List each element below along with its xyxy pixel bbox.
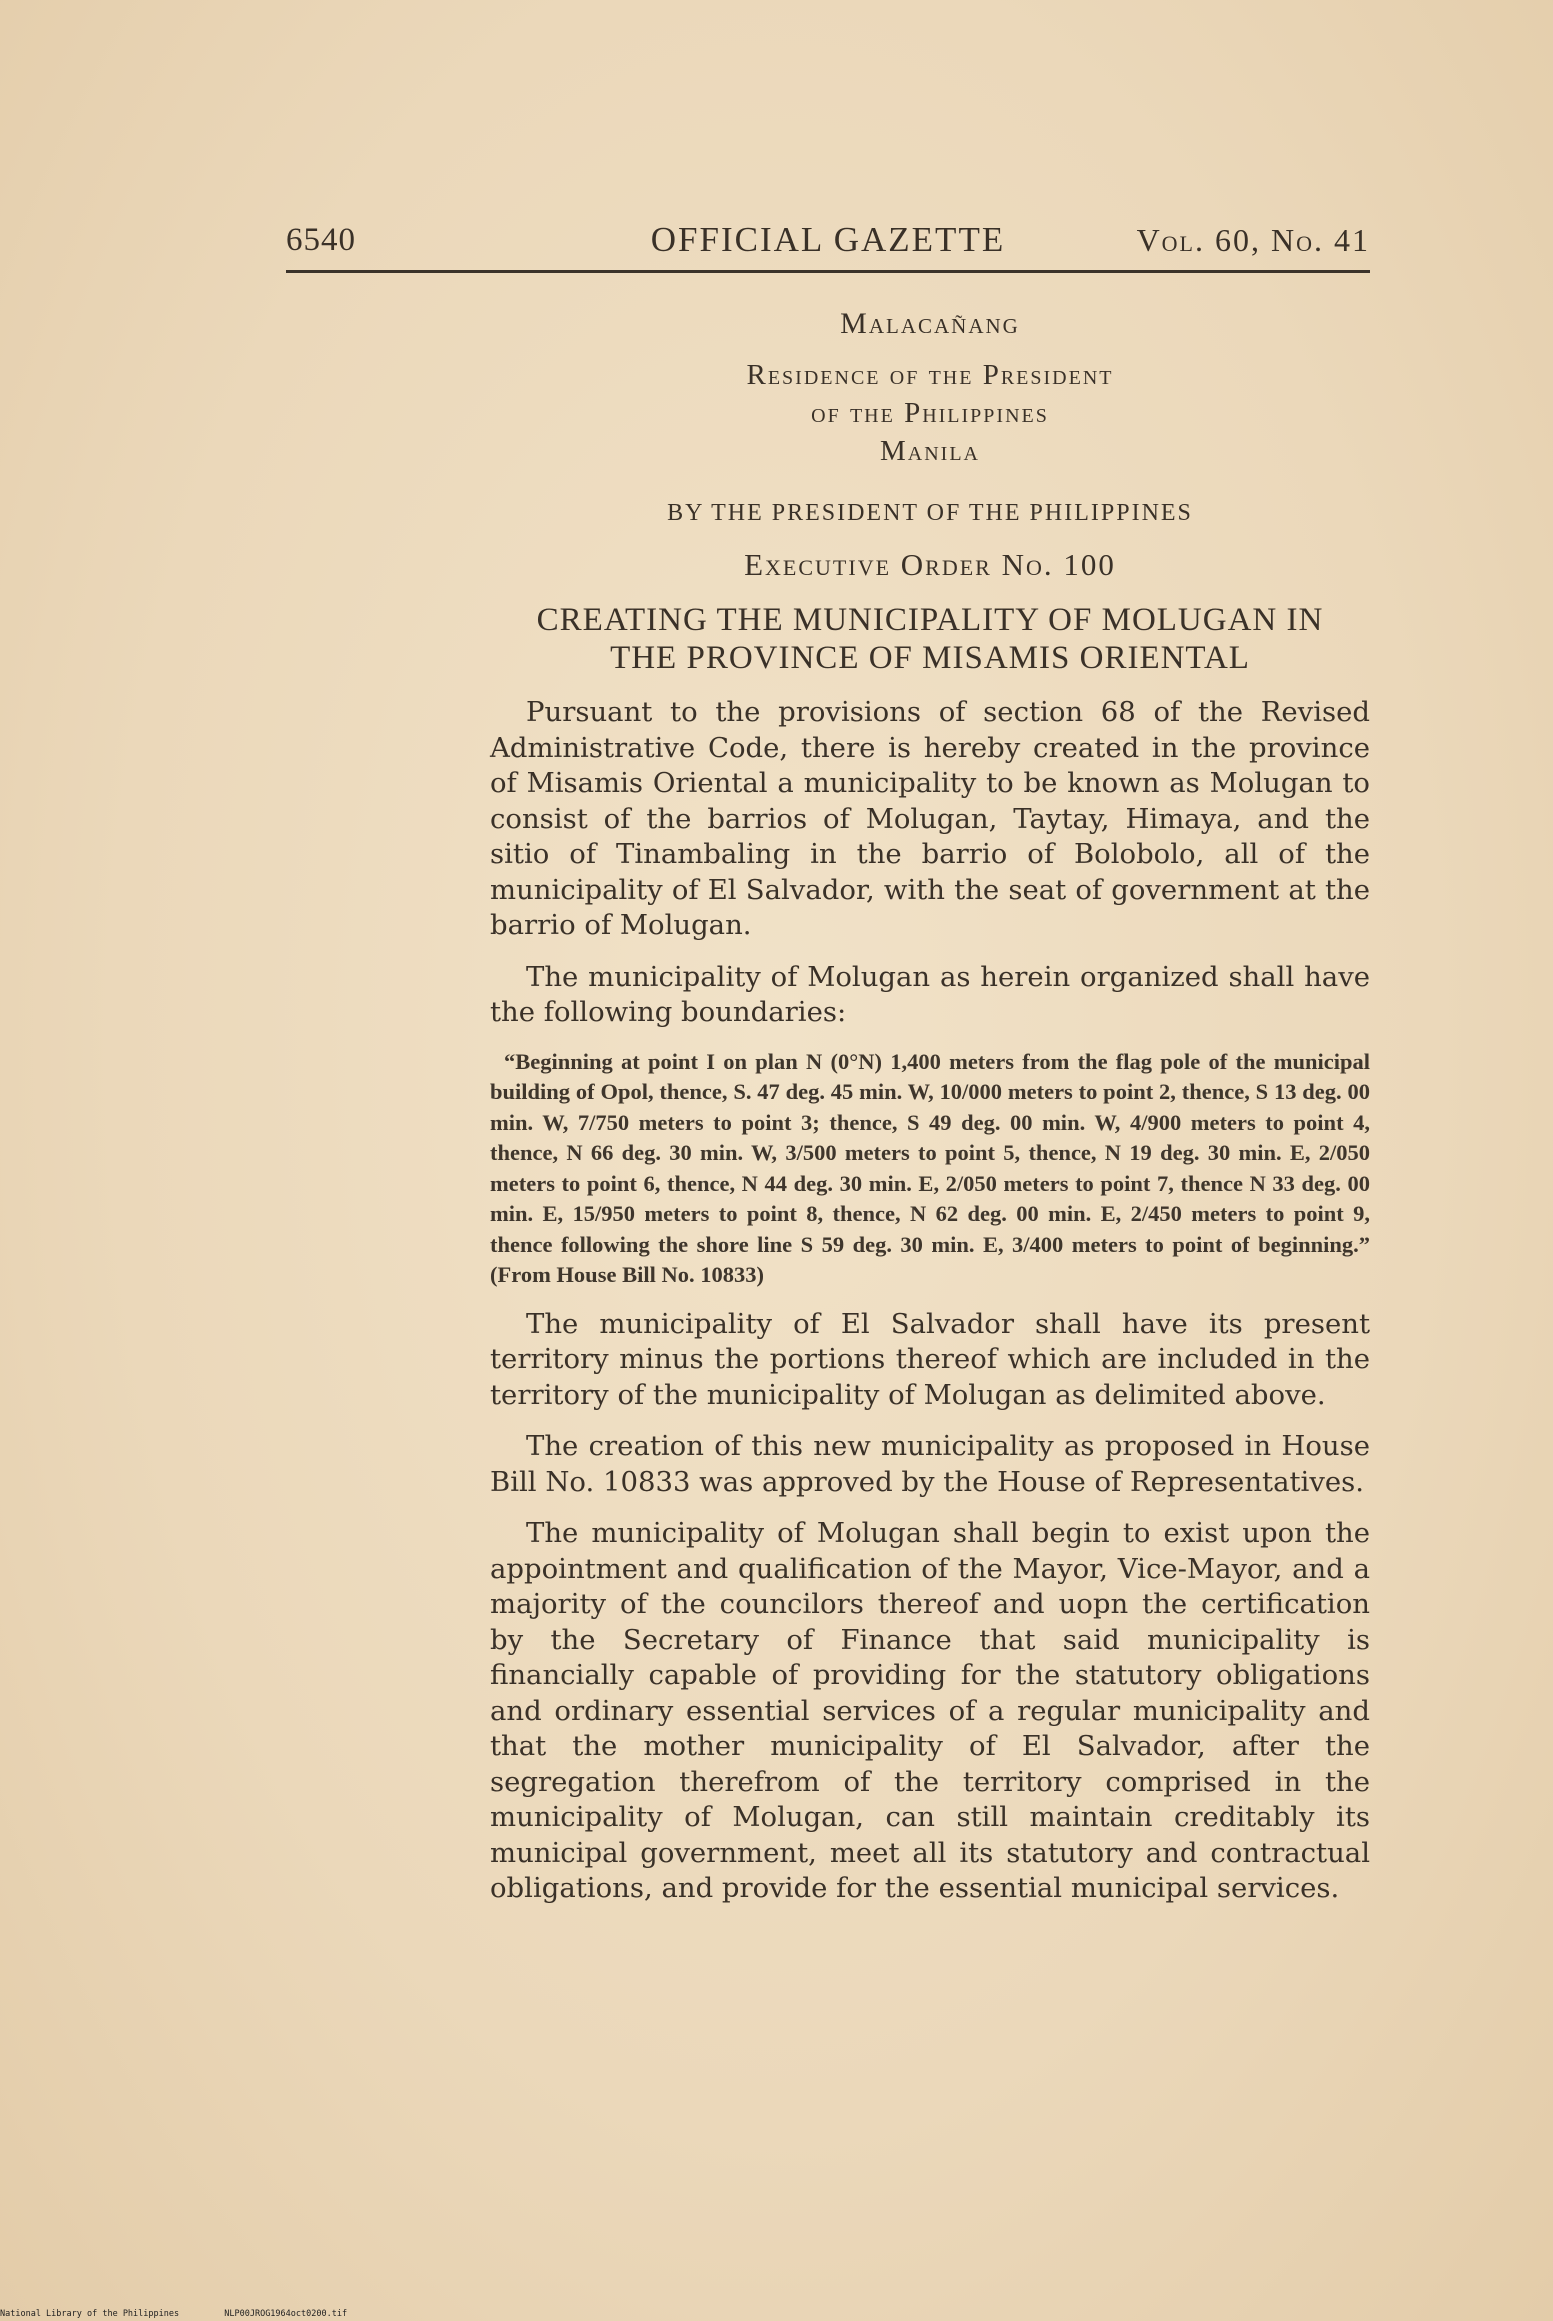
file-identifier: NLP00JROG1964oct0200.tif: [224, 2309, 348, 2319]
residence-line-2: of the Philippines: [811, 397, 1049, 429]
order-title-line-1: CREATING THE MUNICIPALITY OF MOLUGAN IN: [536, 602, 1324, 638]
paragraph-existence-conditions: The municipality of Molugan shall begin to exist upon the appointment and qualification of the Mayor, Vice-Mayor, and a majority of the councilors thereof and uopn the certification by the Secretary of Finance that said municipality is financially capable of providing for the statutory obligations and ordinary essential services of a regular municipality and that the mother municipality of El Salvador, after the segregation therefrom of the territory comprised in the municipality of Molugan, can still maintain creditably its municipal government, meet all its statutory and contractual obligations, and provide for the essential municipal services.: [490, 1517, 1370, 1904]
boundary-description-quote: “Beginning at point I on plan N (0°N) 1,400 meters from the flag pole of the municipal building of Opol, thence, S. 47 deg. 45 min. W, 10/000 meters to point 2, thence, S 13 deg. 00 min. W, 7/750 meters to point 3; thence, S 49 deg. 00 min. W, 4/900 meters to point 4, thence, N 66 deg. 30 min. W, 3/500 meters to point 5, thence, N 19 deg. 30 min. E, 2/050 meters to point 6, thence, N 44 deg. 30 min. E, 2/050 meters to point 7, thence N 33 deg. 00 min. E, 15/950 meters to point 8, thence, N 62 deg. 00 min. E, 2/450 meters to point 9, thence following the shore line S 59 deg. 30 min. E, 3/400 meters to point of beginning.” (From House Bill No. 10833): [490, 1048, 1370, 1287]
paragraph-house-bill-approval: The creation of this new municipality as proposed in House Bill No. 10833 was approved by the House of Representatives.: [490, 1430, 1370, 1498]
malacanang-heading: Malacañang: [840, 307, 1020, 340]
volume-issue: Vol. 60, No. 41: [1136, 222, 1370, 258]
residence-line-1: Residence of the President: [746, 359, 1114, 391]
page-number: 6540: [286, 222, 356, 258]
paragraph-el-salvador-territory: The municipality of El Salvador shall have its present territory minus the portions thereof which are included in the territory of the municipality of Molugan as delimited above.: [490, 1307, 1370, 1411]
paragraph-boundaries-intro: The municipality of Molugan as herein organized shall have the following boundaries:: [490, 960, 1370, 1028]
paragraph-pursuant: Pursuant to the provisions of section 68 of the Revised Administrative Code, there is hereby created in the province of Misamis Oriental a municipality to be known as Molugan to consist of the barrios of Molugan, Taytay, Himaya, and the sitio of Tinambaling in the barrio of Bolobolo, all of the municipality of El Salvador, with the seat of government at the barrio of Molugan.: [490, 696, 1370, 941]
residence-line-3: Manila: [880, 435, 980, 467]
running-header: [286, 218, 1370, 273]
main-column: [490, 300, 1370, 1907]
library-credit: National Library of the Philippines: [0, 2309, 180, 2319]
order-title-line-2: THE PROVINCE OF MISAMIS ORIENTAL: [610, 640, 1250, 676]
publication-title: OFFICIAL GAZETTE: [650, 220, 1006, 259]
scan-footer: [0, 2309, 387, 2319]
executive-order-number: Executive Order No. 100: [744, 547, 1116, 582]
by-the-president: BY THE PRESIDENT OF THE PHILIPPINES: [667, 500, 1193, 526]
